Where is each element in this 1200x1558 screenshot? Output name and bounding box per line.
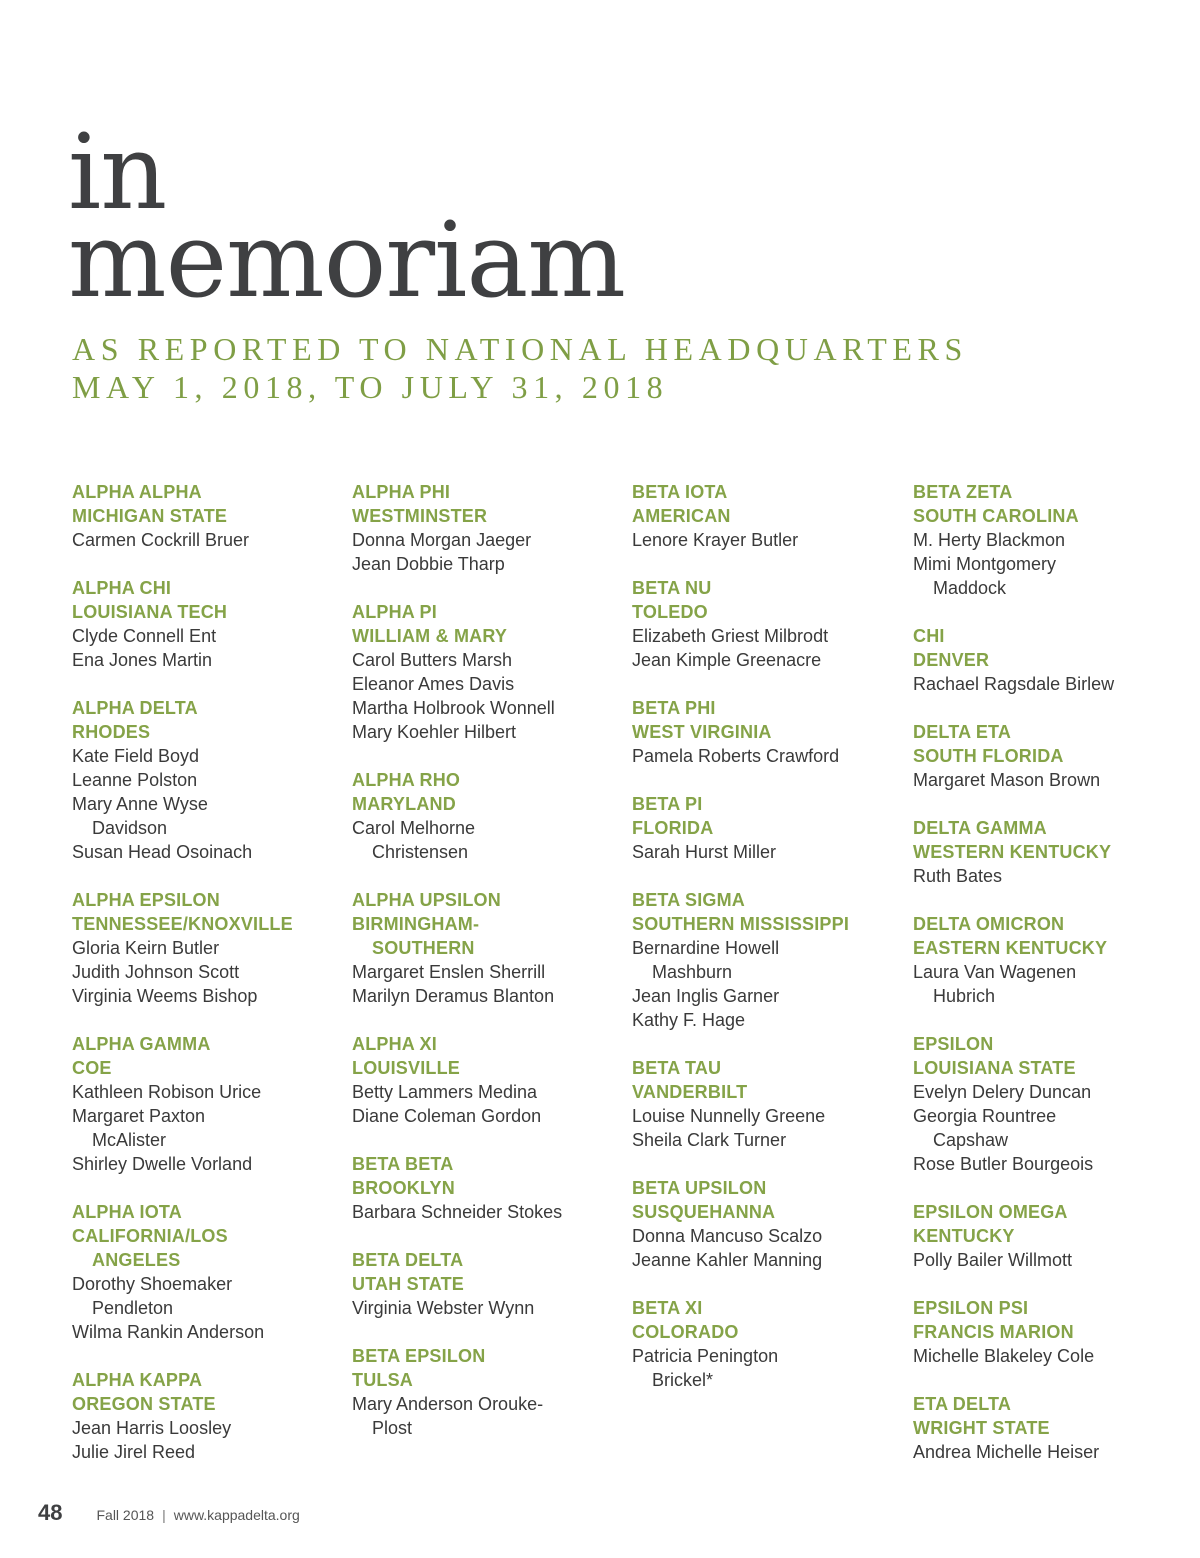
chapter-name: DELTA OMICRON [913, 914, 1065, 934]
school-name-line: MICHIGAN STATE [72, 506, 228, 526]
member-name [632, 936, 907, 984]
chapter-name: BETA BETA [352, 1154, 454, 1174]
chapter-section [632, 480, 907, 552]
school-name-line: TULSA [352, 1370, 413, 1390]
member-name [72, 648, 347, 672]
chapter-name: ALPHA ALPHA [72, 482, 202, 502]
member-name-line: Andrea Michelle Heiser [913, 1442, 1100, 1462]
chapter-name: BETA XI [632, 1298, 703, 1318]
school-name [913, 1224, 1188, 1248]
chapter-section [913, 1392, 1188, 1464]
chapter-name: BETA UPSILON [632, 1178, 767, 1198]
member-name [72, 984, 347, 1008]
school-name-line: RHODES [72, 722, 151, 742]
member-name-line: Sarah Hurst Miller [632, 842, 777, 862]
school-name [352, 912, 627, 960]
member-name-line: Margaret Paxton [72, 1106, 206, 1126]
member-name-line: Laura Van Wagenen [913, 962, 1077, 982]
school-name [632, 1320, 907, 1344]
member-name-line: Susan Head Osoinach [72, 842, 253, 862]
member-name-line: Bernardine Howell [632, 938, 780, 958]
school-name-line: MARYLAND [352, 794, 456, 814]
chapter-section [632, 1176, 907, 1272]
member-name [913, 528, 1188, 552]
school-name [913, 1056, 1188, 1080]
member-name [913, 1344, 1188, 1368]
member-name [632, 1104, 907, 1128]
member-name [72, 840, 347, 864]
chapter-name: EPSILON PSI [913, 1298, 1029, 1318]
member-name-line: Donna Morgan Jaeger [352, 530, 532, 550]
member-name [72, 768, 347, 792]
school-name [72, 1392, 347, 1416]
chapter-section [913, 1296, 1188, 1368]
member-name-line: Elizabeth Griest Milbrodt [632, 626, 829, 646]
school-name [352, 1176, 627, 1200]
member-name [352, 1104, 627, 1128]
member-name-line: Mary Anne Wyse [72, 794, 208, 814]
chapter-section [632, 792, 907, 864]
school-name-line: FRANCIS MARION [913, 1322, 1074, 1342]
chapter-section [352, 1248, 627, 1320]
member-name-line: Pamela Roberts Crawford [632, 746, 840, 766]
member-name [632, 1128, 907, 1152]
member-name [72, 624, 347, 648]
chapter-name: CHI [913, 626, 945, 646]
member-name [72, 1080, 347, 1104]
member-name-line: Jean Kimple Greenacre [632, 650, 822, 670]
chapter-section [352, 480, 627, 576]
member-name-line: Julie Jirel Reed [72, 1442, 196, 1462]
chapter-name: BETA PHI [632, 698, 716, 718]
school-name-line: TOLEDO [632, 602, 708, 622]
school-name [913, 936, 1188, 960]
school-name-line: COE [72, 1058, 112, 1078]
school-name-line: CALIFORNIA/LOS [72, 1226, 228, 1246]
school-name [72, 1056, 347, 1080]
member-name-line: Marilyn Deramus Blanton [352, 986, 555, 1006]
member-name-line: Jean Inglis Garner [632, 986, 780, 1006]
school-name [913, 1320, 1188, 1344]
chapter-name: ALPHA CHI [72, 578, 172, 598]
member-name-line: Georgia Rountree [913, 1106, 1057, 1126]
member-name-line: Jeanne Kahler Manning [632, 1250, 823, 1270]
school-name-line: EASTERN KENTUCKY [913, 938, 1108, 958]
member-name-continuation: McAlister [92, 1130, 167, 1150]
school-name-line: FLORIDA [632, 818, 714, 838]
school-name-line: SUSQUEHANNA [632, 1202, 776, 1222]
member-name [72, 792, 347, 840]
member-name [913, 1440, 1188, 1464]
column-1 [72, 480, 347, 1488]
title-line-1: in [68, 111, 167, 233]
school-name [72, 504, 347, 528]
member-name-continuation: Davidson [92, 818, 168, 838]
school-name-line: AMERICAN [632, 506, 731, 526]
chapter-section [352, 1152, 627, 1224]
chapter-section [352, 600, 627, 744]
chapter-section [913, 480, 1188, 600]
member-name-line: Diane Coleman Gordon [352, 1106, 542, 1126]
school-name [632, 912, 907, 936]
member-name [913, 864, 1188, 888]
chapter-section [72, 576, 347, 672]
member-name-line: Mary Koehler Hilbert [352, 722, 517, 742]
chapter-name: DELTA ETA [913, 722, 1012, 742]
member-name [352, 696, 627, 720]
member-name-line: Gloria Keirn Butler [72, 938, 220, 958]
school-name [913, 504, 1188, 528]
member-name-continuation: Capshaw [933, 1130, 1009, 1150]
chapter-section [913, 912, 1188, 1008]
school-name-line: TENNESSEE/KNOXVILLE [72, 914, 293, 934]
chapter-name: BETA NU [632, 578, 712, 598]
member-name [352, 1392, 627, 1440]
school-name-line: DENVER [913, 650, 990, 670]
school-name-line: UTAH STATE [352, 1274, 464, 1294]
school-name [352, 1272, 627, 1296]
chapter-name: BETA EPSILON [352, 1346, 486, 1366]
member-name-continuation: Maddock [933, 578, 1007, 598]
title-line-2: memoriam [68, 199, 625, 321]
member-name-line: Betty Lammers Medina [352, 1082, 538, 1102]
school-name-continuation: ANGELES [92, 1250, 181, 1270]
member-name-line: M. Herty Blackmon [913, 530, 1066, 550]
chapter-section [72, 480, 347, 552]
school-name [632, 600, 907, 624]
member-name [352, 672, 627, 696]
chapter-section [352, 768, 627, 864]
member-name-line: Dorothy Shoemaker [72, 1274, 233, 1294]
member-name [632, 1008, 907, 1032]
member-name-line: Jean Dobbie Tharp [352, 554, 505, 574]
footer-separator: | [162, 1507, 166, 1523]
member-name [632, 1344, 907, 1392]
member-name-continuation: Plost [372, 1418, 413, 1438]
page-number: 48 [38, 1500, 63, 1525]
member-name [352, 1080, 627, 1104]
member-name-line: Sheila Clark Turner [632, 1130, 787, 1150]
member-name-line: Polly Bailer Willmott [913, 1250, 1073, 1270]
school-name-line: KENTUCKY [913, 1226, 1015, 1246]
member-name-line: Carol Melhorne [352, 818, 476, 838]
member-name-line: Martha Holbrook Wonnell [352, 698, 555, 718]
website-link[interactable]: www.kappadelta.org [173, 1507, 300, 1523]
member-name-continuation: Brickel* [652, 1370, 714, 1390]
member-name [72, 1104, 347, 1152]
member-name [913, 552, 1188, 600]
school-name [632, 504, 907, 528]
member-name-line: Shirley Dwelle Vorland [72, 1154, 253, 1174]
school-name [72, 720, 347, 744]
school-name [913, 1416, 1188, 1440]
school-name-line: WESTMINSTER [352, 506, 488, 526]
chapter-section [72, 696, 347, 864]
chapter-section [352, 888, 627, 1008]
chapter-name: BETA ZETA [913, 482, 1013, 502]
member-name-continuation: Mashburn [652, 962, 733, 982]
chapter-section [632, 696, 907, 768]
subtitle-line-2: MAY 1, 2018, TO JULY 31, 2018 [72, 369, 669, 405]
member-name [72, 936, 347, 960]
member-name-continuation: Pendleton [92, 1298, 174, 1318]
member-name-line: Kathleen Robison Urice [72, 1082, 262, 1102]
column-4 [913, 480, 1188, 1488]
chapter-section [913, 816, 1188, 888]
chapter-section [632, 1296, 907, 1392]
member-name-line: Virginia Webster Wynn [352, 1298, 535, 1318]
chapter-name: BETA SIGMA [632, 890, 745, 910]
chapter-section [632, 576, 907, 672]
school-name [72, 1224, 347, 1272]
subtitle [72, 330, 968, 406]
member-name-line: Patricia Penington [632, 1346, 779, 1366]
member-name-continuation: Hubrich [933, 986, 996, 1006]
member-name [632, 1248, 907, 1272]
school-name [72, 600, 347, 624]
chapter-section [72, 888, 347, 1008]
school-name-line: VANDERBILT [632, 1082, 748, 1102]
chapter-name: BETA PI [632, 794, 703, 814]
footer [38, 1500, 300, 1526]
school-name [352, 1056, 627, 1080]
member-name [352, 720, 627, 744]
member-name [913, 960, 1188, 1008]
page-title [68, 111, 625, 321]
member-name [913, 1152, 1188, 1176]
school-name [913, 744, 1188, 768]
issue-label: Fall 2018 [96, 1507, 155, 1523]
chapter-section [913, 1032, 1188, 1176]
school-name [632, 1200, 907, 1224]
member-name-line: Lenore Krayer Butler [632, 530, 799, 550]
chapter-name: BETA IOTA [632, 482, 728, 502]
member-name-line: Leanne Polston [72, 770, 198, 790]
member-name-line: Wilma Rankin Anderson [72, 1322, 265, 1342]
member-name-line: Kathy F. Hage [632, 1010, 746, 1030]
chapter-name: EPSILON [913, 1034, 994, 1054]
chapter-section [72, 1200, 347, 1344]
chapter-section [913, 624, 1188, 696]
member-name [913, 768, 1188, 792]
member-name [352, 1200, 627, 1224]
school-name-line: SOUTHERN MISSISSIPPI [632, 914, 850, 934]
member-name [352, 816, 627, 864]
school-name [352, 792, 627, 816]
column-3 [632, 480, 907, 1416]
column-2 [352, 480, 627, 1464]
chapter-name: BETA TAU [632, 1058, 722, 1078]
school-name [632, 816, 907, 840]
chapter-name: ALPHA IOTA [72, 1202, 182, 1222]
chapter-name: ALPHA XI [352, 1034, 437, 1054]
member-name [352, 648, 627, 672]
chapter-name: ALPHA KAPPA [72, 1370, 203, 1390]
member-name [632, 648, 907, 672]
member-name [632, 744, 907, 768]
member-name-line: Mimi Montgomery [913, 554, 1057, 574]
member-name [72, 1152, 347, 1176]
school-name-line: LOUISIANA STATE [913, 1058, 1076, 1078]
member-name [72, 1440, 347, 1464]
school-name-line: OREGON STATE [72, 1394, 216, 1414]
school-name-line: WILLIAM & MARY [352, 626, 508, 646]
chapter-section [913, 720, 1188, 792]
school-name [632, 720, 907, 744]
member-name-line: Eleanor Ames Davis [352, 674, 515, 694]
member-name-line: Margaret Enslen Sherrill [352, 962, 546, 982]
member-name-line: Ena Jones Martin [72, 650, 213, 670]
member-name [913, 1080, 1188, 1104]
chapter-name: BETA DELTA [352, 1250, 464, 1270]
school-name-line: COLORADO [632, 1322, 739, 1342]
chapter-name: ALPHA PHI [352, 482, 451, 502]
chapter-section [72, 1032, 347, 1176]
chapter-name: ALPHA PI [352, 602, 437, 622]
member-name [72, 744, 347, 768]
chapter-name: ALPHA EPSILON [72, 890, 220, 910]
member-name [913, 1104, 1188, 1152]
member-name-line: Kate Field Boyd [72, 746, 200, 766]
member-name [72, 960, 347, 984]
member-name-line: Ruth Bates [913, 866, 1003, 886]
chapter-name: ALPHA DELTA [72, 698, 198, 718]
school-name [72, 912, 347, 936]
member-name-line: Jean Harris Loosley [72, 1418, 232, 1438]
school-name [352, 504, 627, 528]
member-name [72, 1416, 347, 1440]
school-name-continuation: SOUTHERN [372, 938, 475, 958]
chapter-section [632, 1056, 907, 1152]
subtitle-line-1: AS REPORTED TO NATIONAL HEADQUARTERS [72, 331, 968, 367]
school-name-line: WEST VIRGINIA [632, 722, 772, 742]
chapter-section [913, 1200, 1188, 1272]
member-name [632, 528, 907, 552]
chapter-section [352, 1344, 627, 1440]
member-name [352, 528, 627, 552]
member-name [632, 624, 907, 648]
member-name-line: Judith Johnson Scott [72, 962, 240, 982]
member-name-line: Louise Nunnelly Greene [632, 1106, 826, 1126]
school-name [352, 1368, 627, 1392]
member-name [352, 552, 627, 576]
chapter-name: ALPHA RHO [352, 770, 461, 790]
member-name [352, 960, 627, 984]
member-name [72, 528, 347, 552]
school-name [352, 624, 627, 648]
member-name [352, 1296, 627, 1320]
member-name [913, 672, 1188, 696]
member-name-line: Evelyn Delery Duncan [913, 1082, 1092, 1102]
member-name [72, 1272, 347, 1320]
member-name-line: Clyde Connell Ent [72, 626, 217, 646]
member-name [632, 984, 907, 1008]
member-name-line: Rose Butler Bourgeois [913, 1154, 1094, 1174]
school-name-line: SOUTH FLORIDA [913, 746, 1064, 766]
member-name-line: Donna Mancuso Scalzo [632, 1226, 823, 1246]
school-name-line: BIRMINGHAM- [352, 914, 480, 934]
chapter-section [632, 888, 907, 1032]
member-name [913, 1248, 1188, 1272]
member-name-line: Carmen Cockrill Bruer [72, 530, 250, 550]
member-name-line: Michelle Blakeley Cole [913, 1346, 1095, 1366]
school-name-line: LOUISIANA TECH [72, 602, 228, 622]
chapter-name: ALPHA UPSILON [352, 890, 501, 910]
member-name-line: Virginia Weems Bishop [72, 986, 258, 1006]
chapter-section [72, 1368, 347, 1464]
chapter-name: ALPHA GAMMA [72, 1034, 211, 1054]
member-name [72, 1320, 347, 1344]
school-name-line: LOUISVILLE [352, 1058, 461, 1078]
chapter-name: EPSILON OMEGA [913, 1202, 1068, 1222]
school-name [913, 840, 1188, 864]
school-name-line: WESTERN KENTUCKY [913, 842, 1112, 862]
school-name-line: SOUTH CAROLINA [913, 506, 1079, 526]
member-name-line: Carol Butters Marsh [352, 650, 513, 670]
school-name-line: WRIGHT STATE [913, 1418, 1050, 1438]
member-name-continuation: Christensen [372, 842, 469, 862]
member-name [352, 984, 627, 1008]
school-name [913, 648, 1188, 672]
chapter-name: ETA DELTA [913, 1394, 1012, 1414]
member-name-line: Rachael Ragsdale Birlew [913, 674, 1115, 694]
member-name [632, 1224, 907, 1248]
member-name-line: Margaret Mason Brown [913, 770, 1101, 790]
chapter-name: DELTA GAMMA [913, 818, 1047, 838]
member-name [632, 840, 907, 864]
chapter-section [352, 1032, 627, 1128]
school-name-line: BROOKLYN [352, 1178, 455, 1198]
member-name-line: Mary Anderson Orouke- [352, 1394, 544, 1414]
school-name [632, 1080, 907, 1104]
member-name-line: Barbara Schneider Stokes [352, 1202, 563, 1222]
